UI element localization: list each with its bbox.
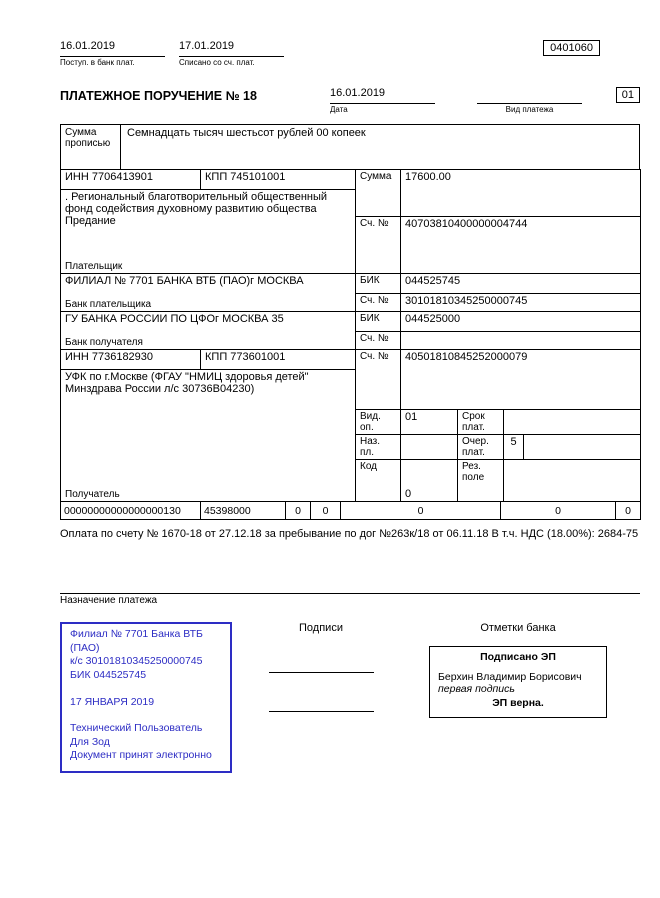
form-code-box: 0401060: [543, 40, 600, 56]
payer-account-cell: 40703810400000004744: [401, 217, 641, 274]
payee-kpp-cell: КПП 773601001: [201, 350, 356, 370]
payment-purpose-label: Назначение платежа: [60, 595, 158, 606]
payer-name-cell: . Региональный благотворительный общественный фонд содействия духовному развитию общества Предание: [61, 190, 356, 256]
debited-date-label: Списано со сч. плат.: [179, 58, 255, 67]
payment-purpose-text: Оплата по счету № 1670-18 от 27.12.18 за пребывание по дог №263к/18 от 06.11.18 В т.ч. НДС (18.00%): 2684-75: [60, 520, 640, 594]
payer-inn-cell: ИНН 7706413901: [61, 170, 201, 190]
stamp-bank-name: Филиал № 7701 Банка ВТБ (ПАО): [70, 628, 203, 654]
priority-value-cell: 5: [504, 435, 524, 460]
requisites-table: [60, 169, 641, 502]
signature-line-1: [269, 634, 374, 673]
received-date-label: Поступ. в банк плат.: [60, 58, 135, 67]
stamp-corr-account: к/с 30101810345250000745: [70, 655, 203, 668]
top-dates-row: [60, 40, 640, 67]
budget-fields-row: [60, 502, 641, 520]
code-label-cell: Код: [356, 460, 401, 502]
received-date-field: [60, 40, 165, 67]
bank-marks-column: [396, 622, 640, 718]
footer-section: [60, 622, 640, 773]
document-date-value: 16.01.2019: [330, 87, 435, 104]
payee-account-label-cell: Сч. №: [356, 350, 401, 410]
payment-type-value: [477, 87, 582, 104]
payee-account-cell: 40501810845252000079: [401, 350, 641, 410]
tax-period-cell: 0: [311, 502, 341, 520]
reserve-label-cell: Рез. поле: [458, 460, 504, 502]
title-row: [60, 87, 640, 114]
payer-section-label: Плательщик: [61, 256, 356, 274]
payment-type-label: Вид платежа: [505, 105, 554, 114]
code-value-cell: 0: [401, 460, 458, 502]
document-date-label: Дата: [330, 105, 348, 114]
reserve-value-cell: [504, 460, 641, 502]
payer-status-box: 01: [616, 87, 640, 103]
payer-bank-account-cell: 30101810345250000745: [401, 294, 641, 312]
sum-label-cell: Сумма: [356, 170, 401, 217]
payment-type-field: [477, 87, 582, 114]
purpose-code-label-cell: Наз. пл.: [356, 435, 401, 460]
payee-bank-account-label-cell: Сч. №: [356, 332, 401, 350]
stamp-bik: БИК 044525745: [70, 668, 147, 681]
payer-bank-bik-cell: 044525745: [401, 274, 641, 294]
payee-name-cell: УФК по г.Москве (ФГАУ "НМИЦ здоровья детей" Минздрава России л/с 30736В04230): [61, 370, 356, 484]
signatures-header: Подписи: [299, 622, 343, 634]
document-date-field: [330, 87, 435, 114]
doc-date-cell: 0: [501, 502, 616, 520]
payment-basis-cell: 0: [286, 502, 311, 520]
stamp-spacer: [70, 683, 222, 696]
stamp-spacer: [70, 709, 222, 722]
payee-bank-section-label: Банк получателя: [61, 332, 356, 350]
amount-in-words-value: Семнадцать тысяч шестьсот рублей 00 копеек: [127, 127, 366, 139]
payer-kpp-cell: КПП 745101001: [201, 170, 356, 190]
payee-bank-account-cell: [401, 332, 641, 350]
signature-verified-note: ЭП верна.: [492, 697, 544, 709]
bank-stamp: [60, 622, 232, 773]
bank-marks-header: Отметки банка: [480, 622, 556, 634]
payment-type-code-cell: 0: [616, 502, 641, 520]
payer-account-label-cell: Сч. №: [356, 217, 401, 274]
sum-value-cell: 17600.00: [401, 170, 641, 217]
payee-section-label: Получатель: [61, 484, 356, 502]
debited-date-field: [179, 40, 284, 67]
due-date-label-cell: Срок плат.: [458, 410, 504, 435]
purpose-code-value-cell: [401, 435, 458, 460]
payer-bank-account-label-cell: Сч. №: [356, 294, 401, 312]
signatures-column: [246, 622, 396, 712]
priority-label-cell: Очер. плат.: [458, 435, 504, 460]
signature-kind: первая подпись: [438, 683, 515, 695]
debited-date-value: 17.01.2019: [179, 40, 284, 57]
doc-number-cell: 0: [341, 502, 501, 520]
received-date-value: 16.01.2019: [60, 40, 165, 57]
signer-name: Берхин Владимир Борисович: [438, 671, 582, 683]
payer-bank-bik-label-cell: БИК: [356, 274, 401, 294]
signed-ep-title: Подписано ЭП: [480, 651, 556, 663]
payee-bank-bik-label-cell: БИК: [356, 312, 401, 332]
stamp-accepted-note: Документ принят электронно: [70, 749, 212, 762]
kbk-cell: 00000000000000000130: [61, 502, 201, 520]
oktmo-cell: 45398000: [201, 502, 286, 520]
amount-in-words-label: Сумма прописью: [61, 125, 121, 169]
op-type-value-cell: 01: [401, 410, 458, 435]
payer-bank-section-label: Банк плательщика: [61, 294, 356, 312]
payee-bank-bik-cell: 044525000: [401, 312, 641, 332]
stamp-date: 17 ЯНВАРЯ 2019: [70, 695, 155, 708]
payee-inn-cell: ИНН 7736182930: [61, 350, 201, 370]
signature-line-2: [269, 673, 374, 712]
amount-in-words-row: [60, 124, 640, 170]
op-type-label-cell: Вид. оп.: [356, 410, 401, 435]
priority-spacer-cell: [524, 435, 641, 460]
payee-bank-name-cell: ГУ БАНКА РОССИИ ПО ЦФОг МОСКВА 35: [61, 312, 356, 332]
document-title: ПЛАТЕЖНОЕ ПОРУЧЕНИЕ № 18: [60, 89, 257, 103]
stamp-user: Технический Пользователь Для Зод: [70, 722, 203, 748]
signature-stamp-box: [429, 646, 607, 718]
payer-bank-name-cell: ФИЛИАЛ № 7701 БАНКА ВТБ (ПАО)г МОСКВА: [61, 274, 356, 294]
due-date-value-cell: [504, 410, 641, 435]
